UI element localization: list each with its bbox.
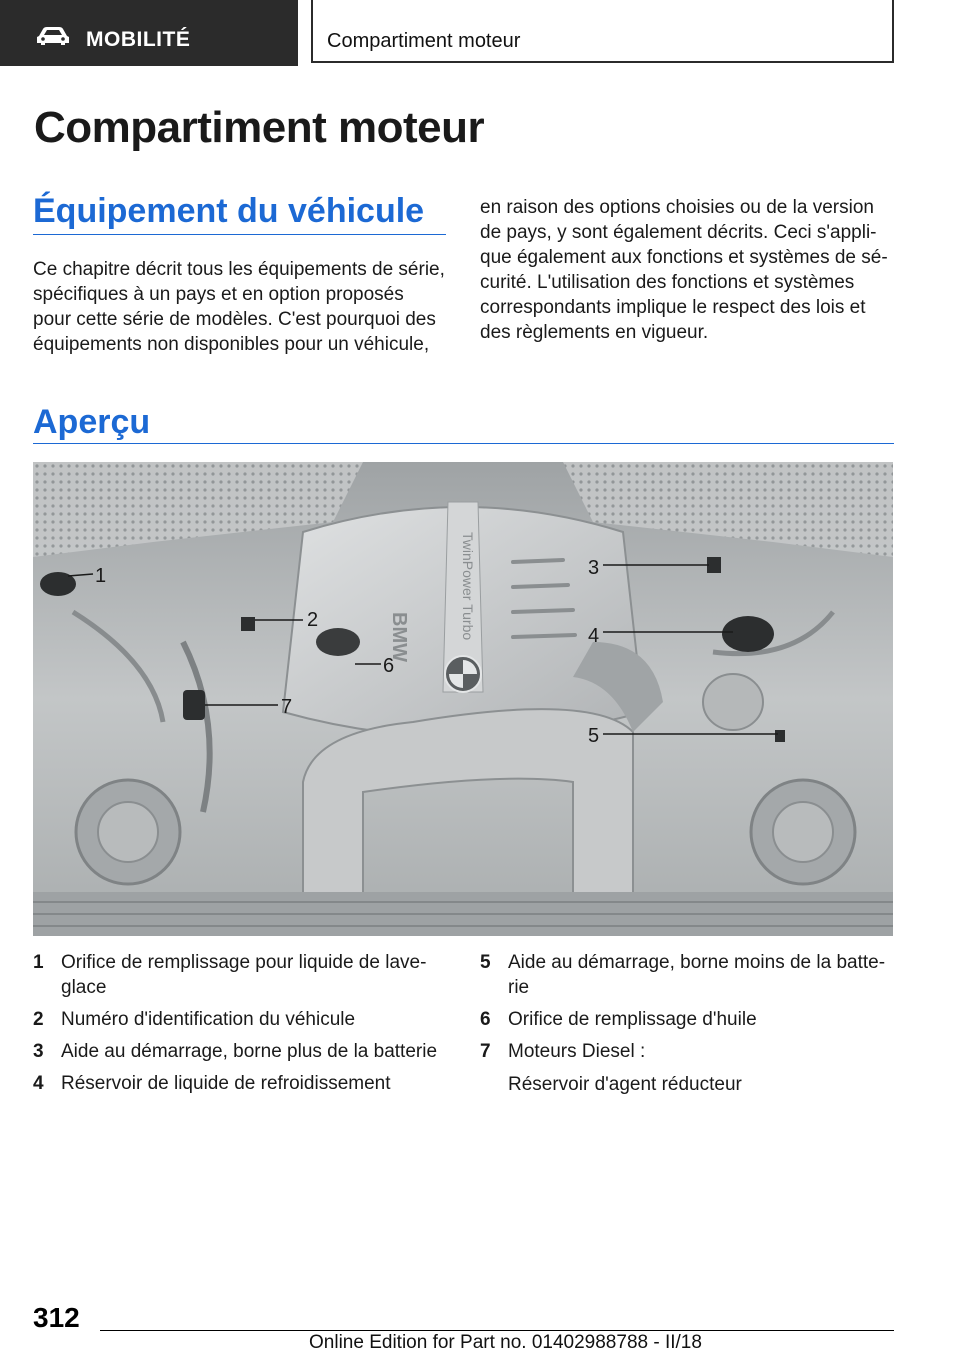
overview-rule: [33, 443, 894, 444]
callout-2: 2: [307, 609, 319, 631]
car-icon: [36, 26, 70, 46]
callout-6: 6: [383, 655, 395, 677]
legend-item: 1 Orifice de remplissage pour liquide de lave-glace: [33, 952, 427, 998]
legend-item: 2 Numéro d'identification du véhicule: [33, 1009, 356, 1030]
equipment-heading: Équipement du véhicule: [33, 192, 425, 230]
legend-item: 4 Réservoir de liquide de refroidissement: [33, 1073, 391, 1094]
callout-3: 3: [588, 557, 600, 579]
legend-item-extra: Réservoir d'agent réducteur: [508, 1074, 742, 1095]
callout-1: 1: [95, 565, 107, 587]
page-title: Compartiment moteur: [34, 103, 485, 152]
equipment-text-col2: en raison des options choisies ou de la version de pays, y sont également décrits. Ceci s'appli-que également aux fonctions et systèmes de sé-curité. L'utilisation des fonctions et systèmes correspondants implique le respect des lois et des règlements en vigueur.: [480, 197, 888, 343]
legend-left: [33, 950, 445, 1103]
legend-right: [480, 950, 894, 1104]
footer-rule: [100, 1330, 894, 1331]
engine-brand-text: BMW: [388, 612, 410, 662]
equipment-text-col1: Ce chapitre décrit tous les équipements de série, spécifiques à un pays et en option proposés pour cette série de modèles. C'est pourquoi des équipements non disponibles pour un véhicule,: [33, 259, 445, 355]
legend-item: 6 Orifice de remplissage d'huile: [480, 1009, 757, 1030]
section-label: MOBILITÉ: [86, 28, 191, 51]
equipment-rule: [33, 234, 446, 235]
engine-compartment-image: [33, 462, 893, 936]
page-number: 312: [33, 1302, 80, 1333]
chapter-label: Compartiment moteur: [327, 30, 521, 52]
legend-item: 7 Moteurs Diesel :: [480, 1041, 646, 1062]
overview-heading: Aperçu: [33, 403, 151, 441]
chapter-box: [311, 0, 894, 63]
legend-item: 3 Aide au démarrage, borne plus de la batterie: [33, 1041, 438, 1062]
legend-item: 5 Aide au démarrage, borne moins de la batte-rie: [480, 952, 886, 998]
engine-cover-text: TwinPower Turbo: [460, 532, 476, 641]
footer-edition: Online Edition for Part no. 01402988788 - II/18: [309, 1332, 702, 1353]
callout-4: 4: [588, 625, 600, 647]
callout-7: 7: [281, 696, 293, 718]
section-tab: [0, 0, 298, 66]
callout-5: 5: [588, 725, 600, 747]
